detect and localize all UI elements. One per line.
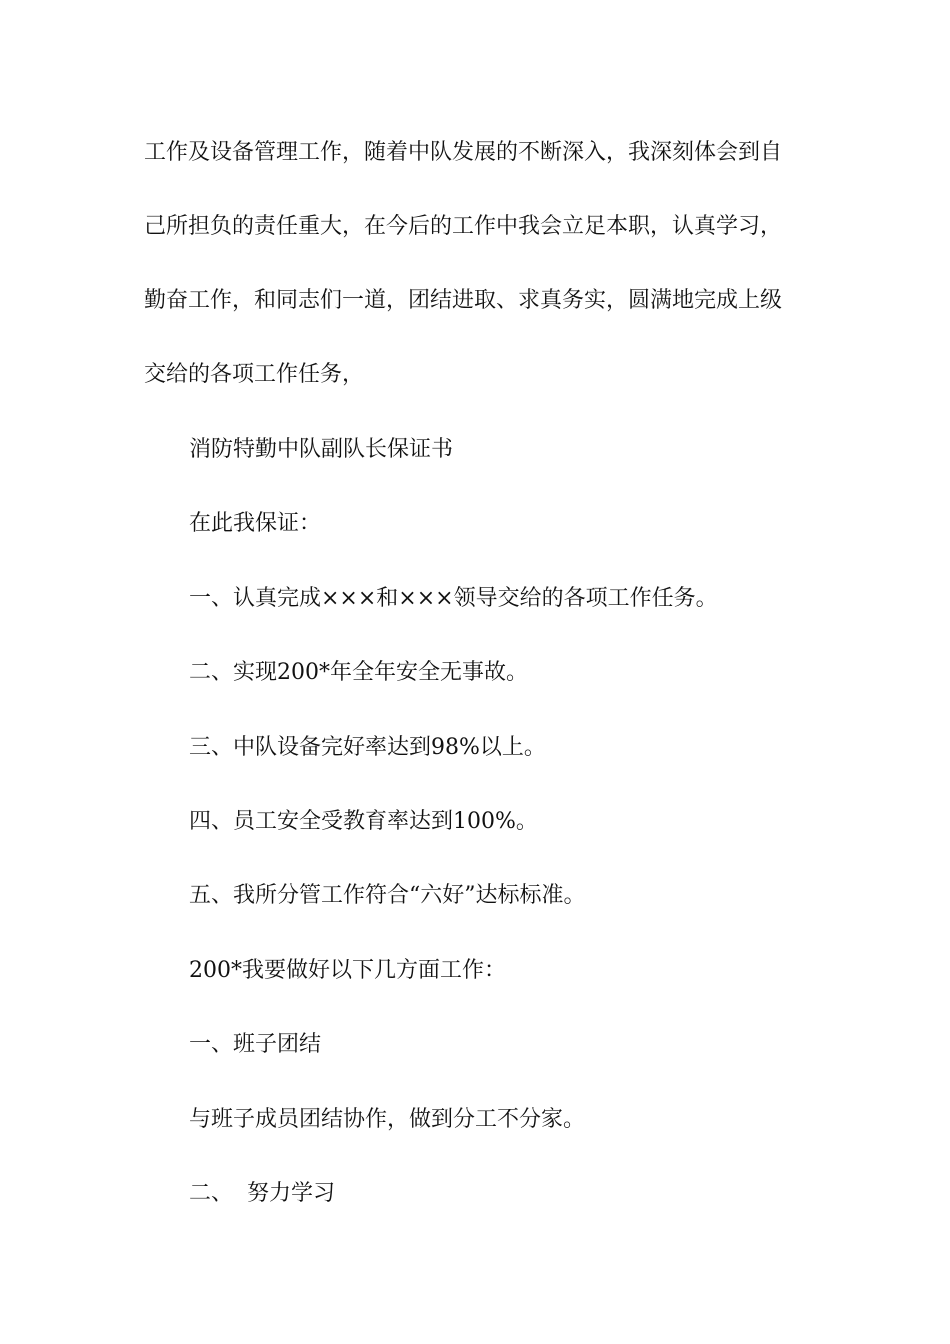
paragraph-line: 工作及设备管理工作，随着中队发展的不断深入，我深刻体会到自 [144,140,783,165]
pledge-item: 三、中队设备完好率达到98%以上。 [189,735,546,760]
document-title: 消防特勤中队副队长保证书 [189,437,454,462]
paragraph-line: 己所担负的责任重大，在今后的工作中我会立足本职，认真学习， [144,214,783,239]
section-heading: 一、班子团结 [189,1032,322,1057]
paragraph-line: 交给的各项工作任务， [144,362,365,387]
pledge-item: 五、我所分管工作符合“六好”达标标准。 [189,883,586,908]
pledge-item: 二、实现200*年全年安全无事故。 [189,660,528,685]
pledge-item: 一、认真完成×××和×××领导交给的各项工作任务。 [189,586,718,611]
work-intro: 200*我要做好以下几方面工作： [189,958,506,983]
section-heading: 二、 努力学习 [189,1181,335,1206]
pledge-item: 四、员工安全受教育率达到100%。 [189,809,538,834]
section-body: 与班子成员团结协作，做到分工不分家。 [189,1107,586,1132]
paragraph-line: 勤奋工作，和同志们一道，团结进取、求真务实，圆满地完成上级 [144,288,783,313]
pledge-intro: 在此我保证： [189,511,322,536]
